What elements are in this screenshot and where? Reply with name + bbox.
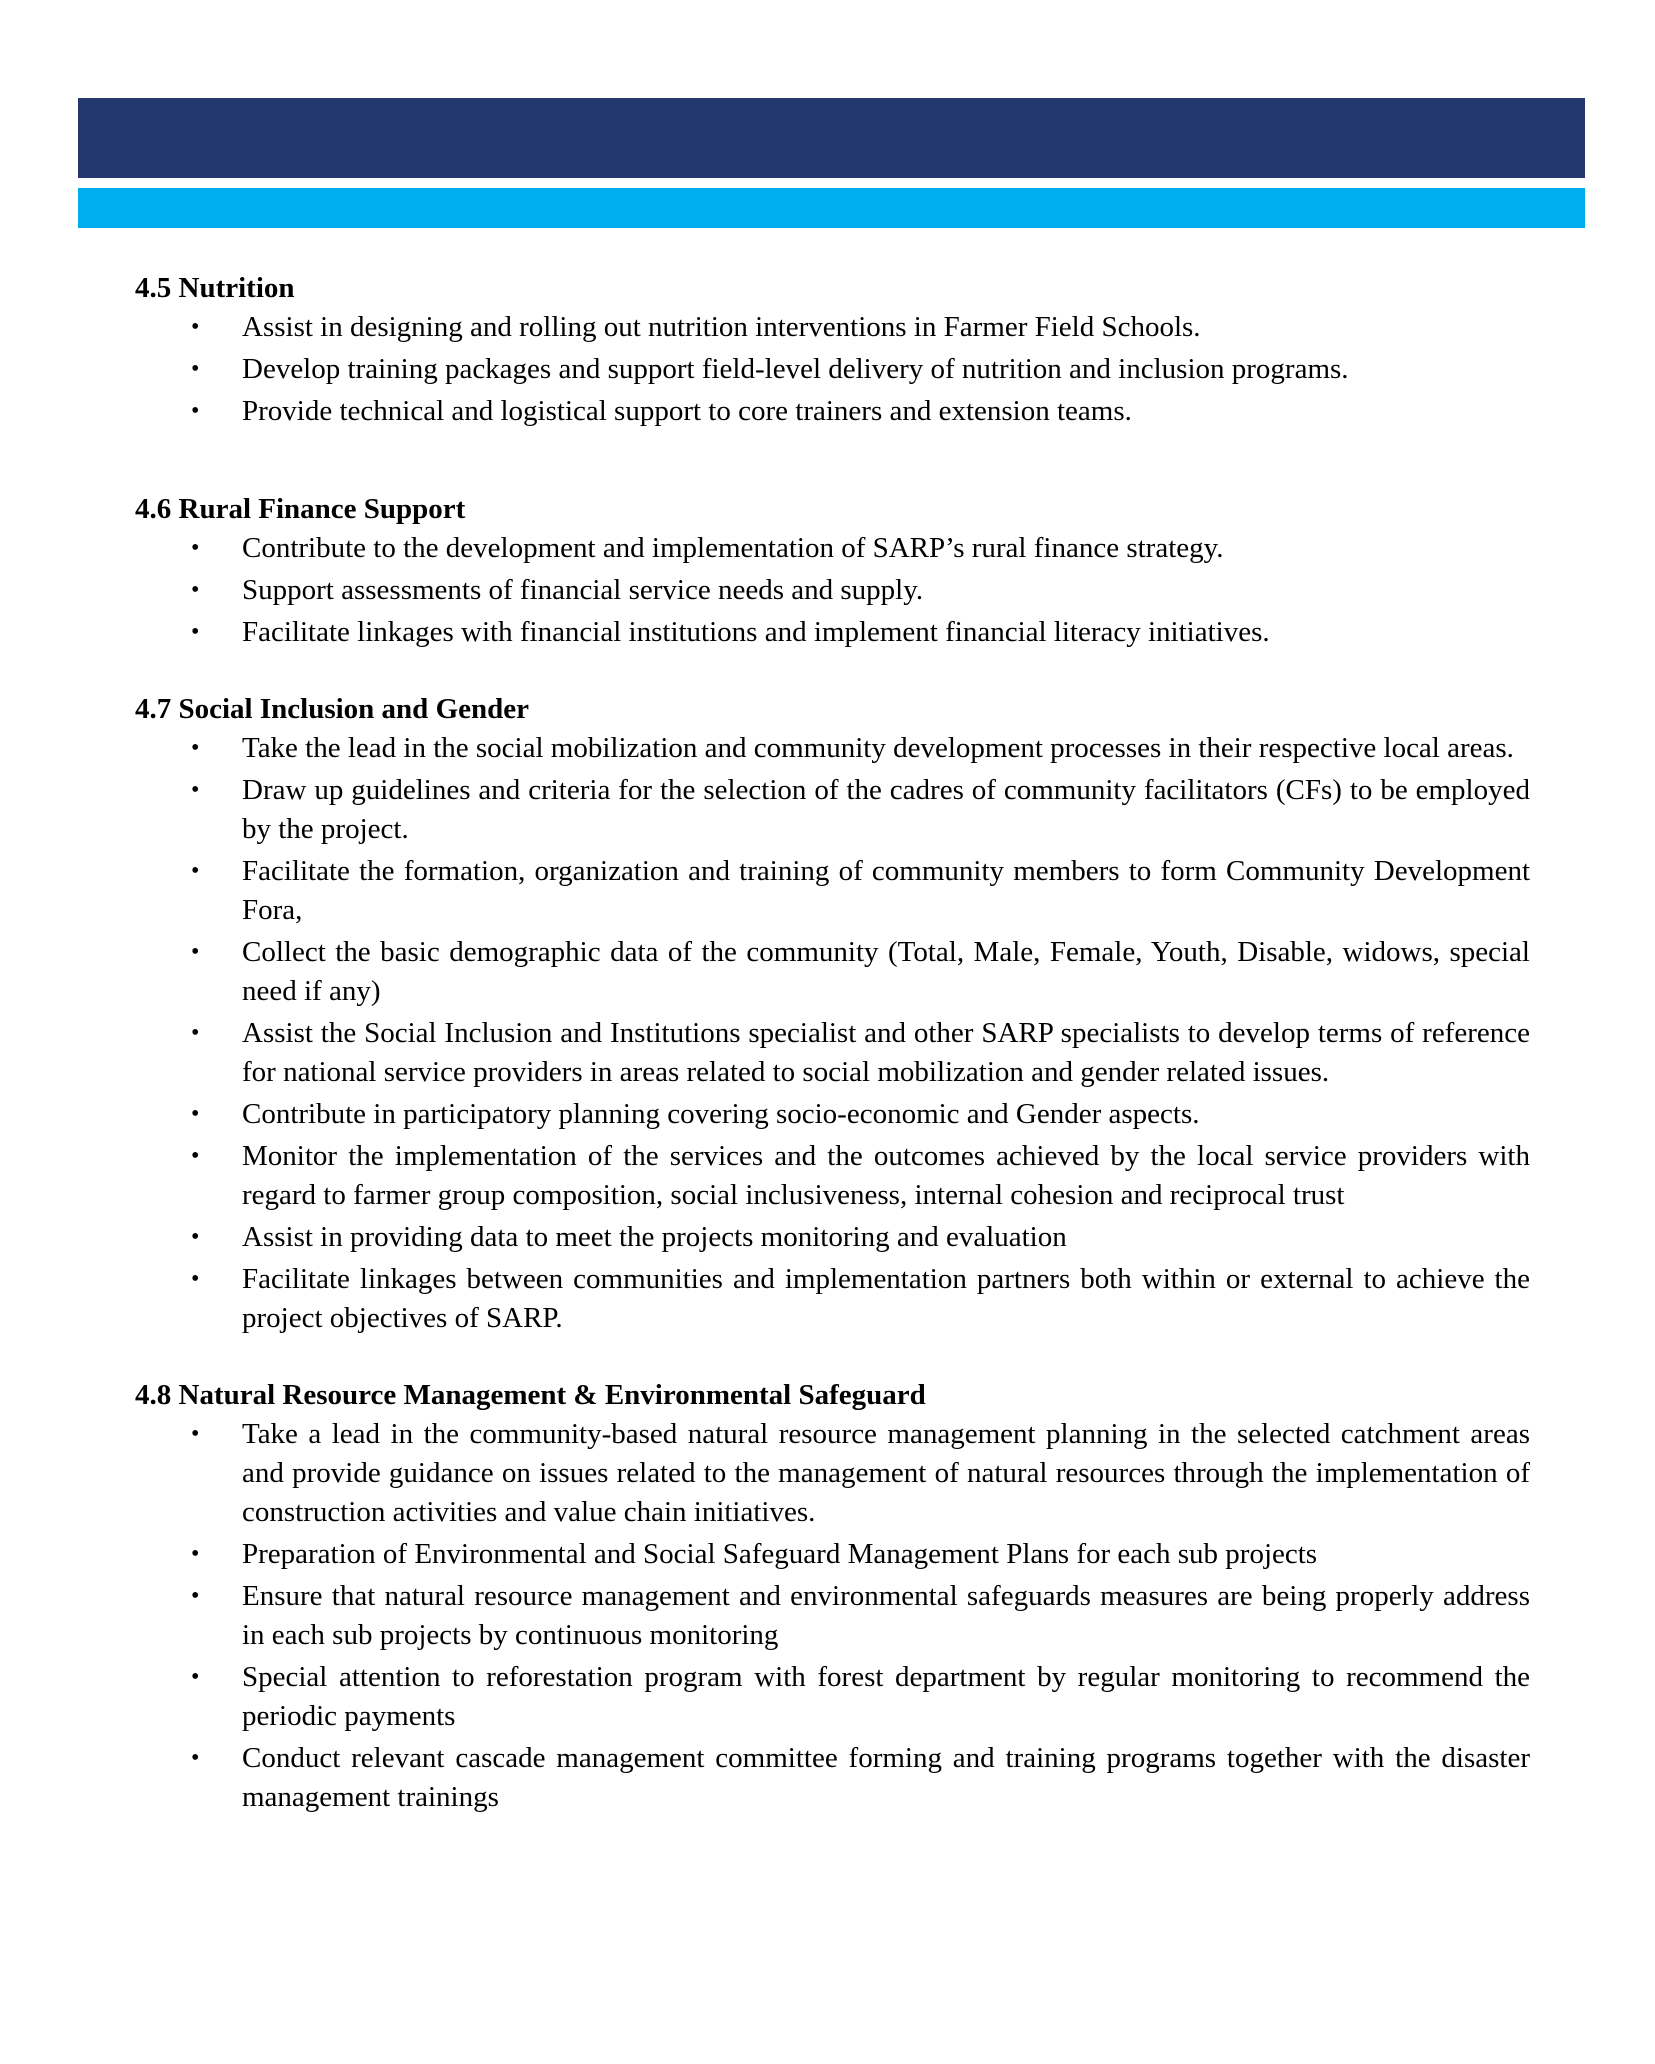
section-rural-finance — [135, 489, 1530, 652]
list-item: • Facilitate the formation, organization and training of community members to form Community Development Fora, — [135, 852, 1530, 930]
list-item: • Monitor the implementation of the services and the outcomes achieved by the local service providers with regard to farmer group composition, social inclusiveness, internal cohesion and reciprocal trust — [135, 1137, 1530, 1215]
bullet-list — [135, 1415, 1530, 1817]
list-item: • Special attention to reforestation program with forest department by regular monitoring to recommend the periodic payments — [135, 1658, 1530, 1736]
bullet-icon: • — [191, 356, 200, 382]
list-item: • Provide technical and logistical support to core trainers and extension teams. — [135, 392, 1530, 431]
bullet-list — [135, 729, 1530, 1338]
bullet-icon: • — [191, 939, 200, 965]
list-item: • Take a lead in the community-based natural resource management planning in the selected catchment areas and provide guidance on issues related to the management of natural resources through the implementation of construction activities and value chain initiatives. — [135, 1415, 1530, 1532]
bullet-list — [135, 529, 1530, 652]
list-item: • Collect the basic demographic data of the community (Total, Male, Female, Youth, Disable, widows, special need if any) — [135, 933, 1530, 1011]
bullet-icon: • — [191, 1101, 200, 1127]
list-item: • Ensure that natural resource management and environmental safeguards measures are being properly address in each sub projects by continuous monitoring — [135, 1577, 1530, 1655]
section-title: 4.5 Nutrition — [135, 272, 295, 304]
section-social-inclusion — [135, 689, 1530, 1338]
section-title: 4.7 Social Inclusion and Gender — [135, 693, 529, 725]
bullet-icon: • — [191, 314, 200, 340]
bullet-icon: • — [191, 777, 200, 803]
bullet-icon: • — [191, 535, 200, 561]
bullet-list — [135, 308, 1530, 431]
list-item: • Develop training packages and support field-level delivery of nutrition and inclusion programs. — [135, 350, 1530, 389]
header-band-navy — [78, 98, 1585, 178]
header-band-cyan — [78, 188, 1585, 228]
list-item: • Take the lead in the social mobilization and community development processes in their respective local areas. — [135, 729, 1530, 768]
bullet-icon: • — [191, 1266, 200, 1292]
list-item: • Assist in designing and rolling out nutrition interventions in Farmer Field Schools. — [135, 308, 1530, 347]
section-title: 4.8 Natural Resource Management & Environmental Safeguard — [135, 1379, 926, 1411]
list-item: • Assist in providing data to meet the projects monitoring and evaluation — [135, 1218, 1530, 1257]
section-natural-resource-management — [135, 1375, 1530, 1817]
list-item: • Support assessments of financial service needs and supply. — [135, 571, 1530, 610]
bullet-icon: • — [191, 1421, 200, 1447]
bullet-icon: • — [191, 1224, 200, 1250]
list-item: • Draw up guidelines and criteria for the selection of the cadres of community facilitators (CFs) to be employed by the project. — [135, 771, 1530, 849]
list-item: • Contribute in participatory planning covering socio-economic and Gender aspects. — [135, 1095, 1530, 1134]
list-item: • Conduct relevant cascade management committee forming and training programs together with the disaster management trainings — [135, 1739, 1530, 1817]
bullet-icon: • — [191, 1745, 200, 1771]
bullet-icon: • — [191, 1583, 200, 1609]
bullet-icon: • — [191, 619, 200, 645]
list-item: • Contribute to the development and implementation of SARP’s rural finance strategy. — [135, 529, 1530, 568]
section-title: 4.6 Rural Finance Support — [135, 493, 466, 525]
document-body — [135, 268, 1530, 1820]
bullet-icon: • — [191, 1541, 200, 1567]
list-item: • Assist the Social Inclusion and Institutions specialist and other SARP specialists to develop terms of reference for national service providers in areas related to social mobilization and gender related issues. — [135, 1014, 1530, 1092]
bullet-icon: • — [191, 735, 200, 761]
list-item: • Facilitate linkages with financial institutions and implement financial literacy initiatives. — [135, 613, 1530, 652]
bullet-icon: • — [191, 398, 200, 424]
list-item: • Facilitate linkages between communities and implementation partners both within or external to achieve the project objectives of SARP. — [135, 1260, 1530, 1338]
bullet-icon: • — [191, 577, 200, 603]
bullet-icon: • — [191, 1143, 200, 1169]
bullet-icon: • — [191, 1020, 200, 1046]
list-item: • Preparation of Environmental and Social Safeguard Management Plans for each sub projects — [135, 1535, 1530, 1574]
section-nutrition — [135, 268, 1530, 431]
bullet-icon: • — [191, 858, 200, 884]
bullet-icon: • — [191, 1664, 200, 1690]
